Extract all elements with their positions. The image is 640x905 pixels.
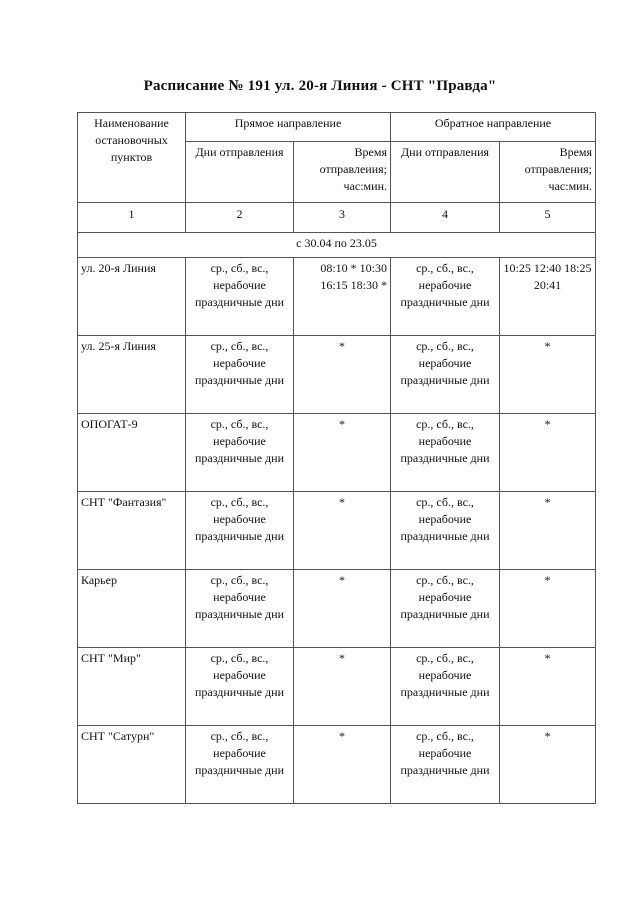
header-backward: Обратное направление (391, 113, 596, 142)
stop-name: СНТ "Мир" (78, 648, 186, 726)
column-number: 1 (78, 203, 186, 233)
table-row (78, 414, 596, 492)
days-forward: ср., сб., вс., нерабочие праздничные дни (186, 414, 294, 492)
header-forward: Прямое направление (186, 113, 391, 142)
days-forward: ср., сб., вс., нерабочие праздничные дни (186, 336, 294, 414)
time-backward: * (500, 726, 596, 804)
days-backward: ср., сб., вс., нерабочие праздничные дни (391, 414, 500, 492)
table-row (78, 570, 596, 648)
days-backward: ср., сб., вс., нерабочие праздничные дни (391, 570, 500, 648)
time-forward: * (294, 648, 391, 726)
header-days-backward: Дни отправления (391, 142, 500, 203)
days-forward: ср., сб., вс., нерабочие праздничные дни (186, 258, 294, 336)
time-backward: * (500, 648, 596, 726)
days-backward: ср., сб., вс., нерабочие праздничные дни (391, 258, 500, 336)
days-forward: ср., сб., вс., нерабочие праздничные дни (186, 570, 294, 648)
column-numbers-row (78, 203, 596, 233)
period-row (78, 233, 596, 258)
header-stops: Наименование остановочных пунктов (78, 113, 186, 203)
schedule-table (77, 112, 596, 804)
stop-name: ОПОГАТ-9 (78, 414, 186, 492)
days-backward: ср., сб., вс., нерабочие праздничные дни (391, 726, 500, 804)
days-forward: ср., сб., вс., нерабочие праздничные дни (186, 492, 294, 570)
stop-name: ул. 20-я Линия (78, 258, 186, 336)
table-row (78, 336, 596, 414)
days-backward: ср., сб., вс., нерабочие праздничные дни (391, 648, 500, 726)
column-number: 2 (186, 203, 294, 233)
column-number: 3 (294, 203, 391, 233)
header-row-1 (78, 113, 596, 142)
time-forward: * (294, 414, 391, 492)
days-backward: ср., сб., вс., нерабочие праздничные дни (391, 492, 500, 570)
table-row (78, 726, 596, 804)
stop-name: СНТ "Сатурн" (78, 726, 186, 804)
time-forward: 08:10 * 10:30 16:15 18:30 * (294, 258, 391, 336)
time-forward: * (294, 570, 391, 648)
table-row (78, 258, 596, 336)
time-backward: * (500, 570, 596, 648)
time-forward: * (294, 336, 391, 414)
days-forward: ср., сб., вс., нерабочие праздничные дни (186, 648, 294, 726)
time-backward: 10:25 12:40 18:25 20:41 (500, 258, 596, 336)
header-time-backward: Время отправления; час:мин. (500, 142, 596, 203)
header-days-forward: Дни отправления (186, 142, 294, 203)
column-number: 4 (391, 203, 500, 233)
stop-name: СНТ "Фантазия" (78, 492, 186, 570)
time-backward: * (500, 492, 596, 570)
header-time-forward: Время отправлеиия; час:мин. (294, 142, 391, 203)
days-forward: ср., сб., вс., нерабочие праздничные дни (186, 726, 294, 804)
days-backward: ср., сб., вс., нерабочие праздничные дни (391, 336, 500, 414)
time-forward: * (294, 726, 391, 804)
column-number: 5 (500, 203, 596, 233)
time-forward: * (294, 492, 391, 570)
period-label: с 30.04 по 23.05 (78, 233, 596, 258)
time-backward: * (500, 336, 596, 414)
table-row (78, 648, 596, 726)
time-backward: * (500, 414, 596, 492)
page-title: Расписание № 191 ул. 20-я Линия - СНТ "Правда" (143, 78, 497, 94)
stop-name: ул. 25-я Линия (78, 336, 186, 414)
stop-name: Карьер (78, 570, 186, 648)
table-row (78, 492, 596, 570)
